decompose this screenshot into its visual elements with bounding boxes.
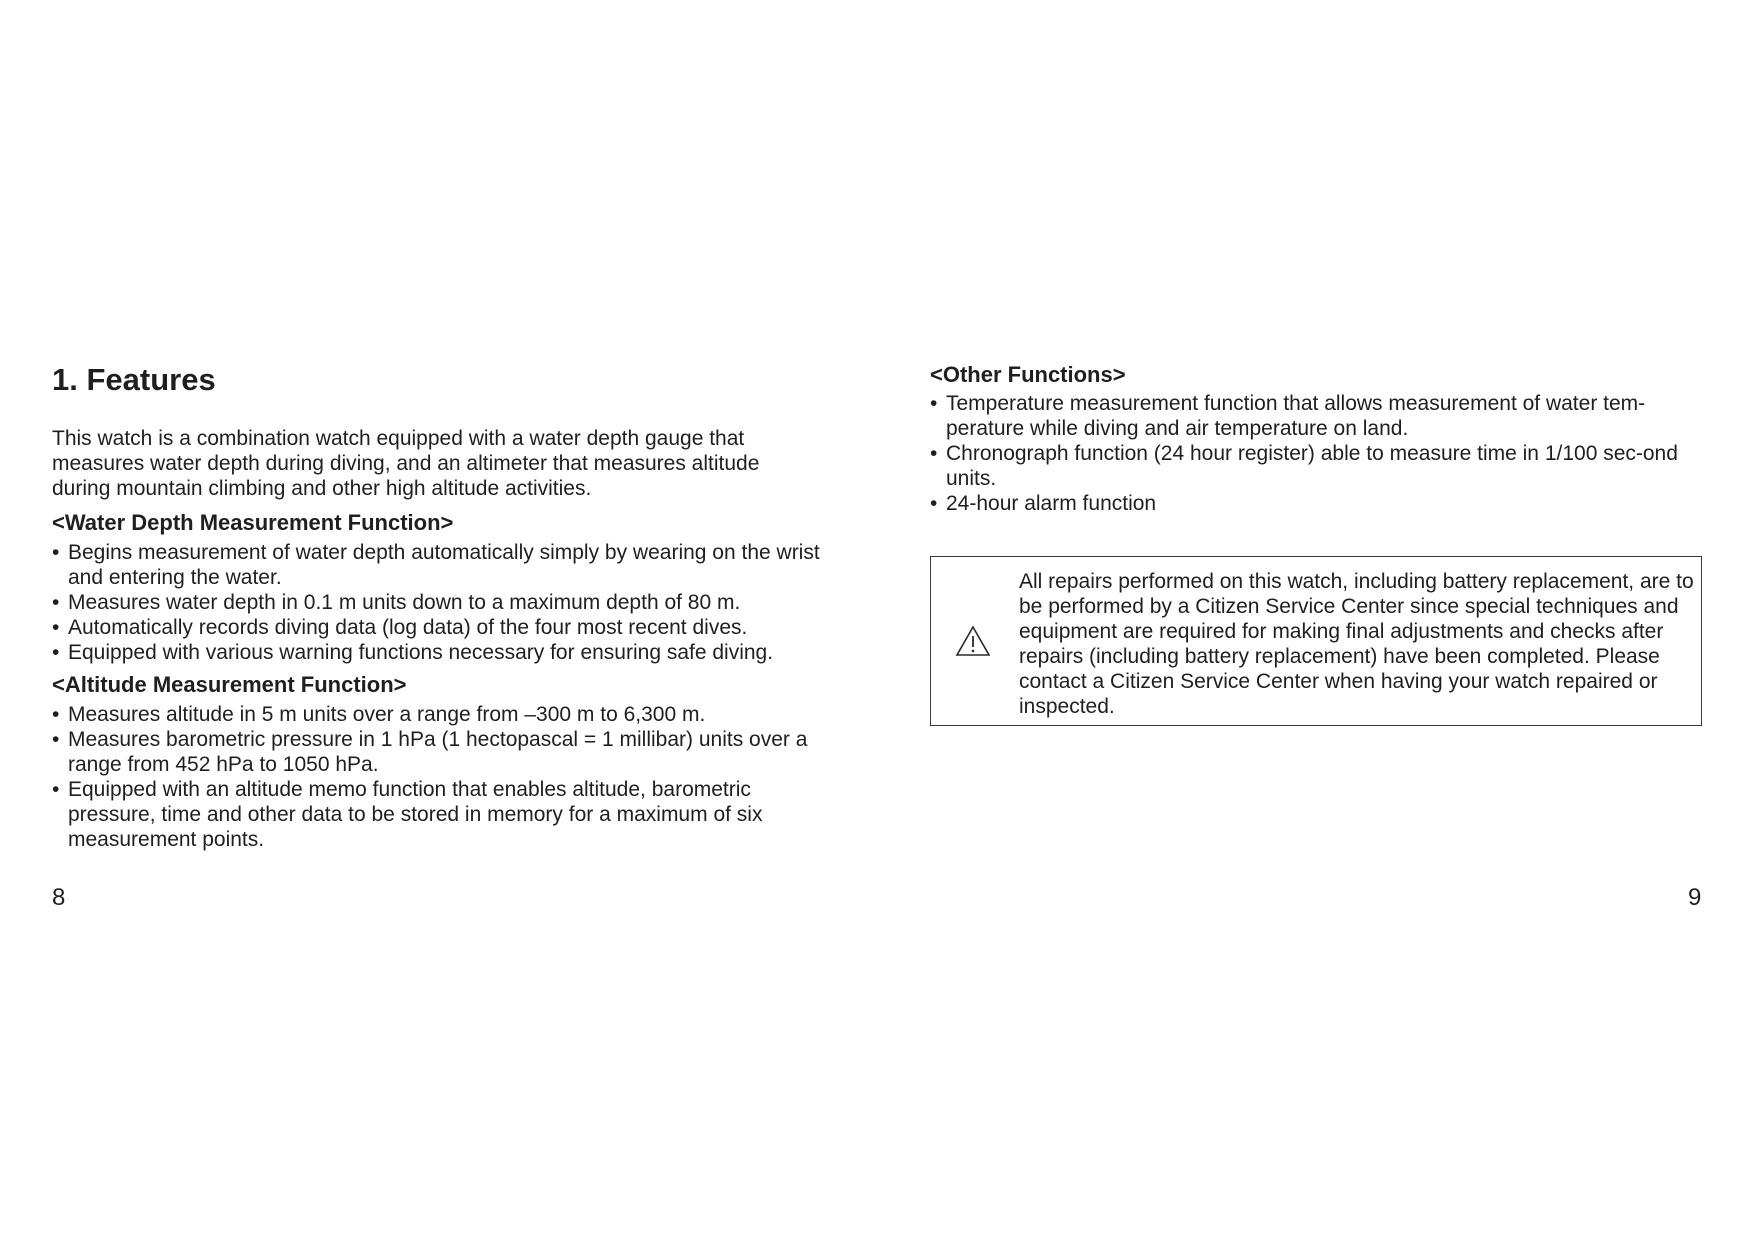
- bullet-icon: •: [52, 641, 60, 664]
- intro-paragraph: This watch is a combination watch equipped with a water depth gauge that measures water depth during diving, and an altimeter that measures altitude during mountain climbing and other high altitude activities.: [52, 427, 760, 500]
- list-item: • Equipped with an altitude memo function that enables altitude, barometric pressure, time and other data to be stored in memory for a maximum of six measurement points.: [52, 778, 763, 851]
- bullet-icon: •: [930, 492, 938, 515]
- left-page: [52, 362, 822, 859]
- bullet-icon: •: [930, 392, 938, 415]
- page-title: 1. Features: [52, 362, 216, 397]
- bullet-icon: •: [52, 728, 60, 751]
- list-item: • Equipped with various warning functions necessary for ensuring safe diving.: [52, 641, 774, 664]
- bullet-icon: •: [52, 591, 60, 614]
- other-functions-list: [930, 391, 1705, 516]
- repair-notice-text: All repairs performed on this watch, including battery replacement, are to be performed by a Citizen Service Center since special techniques and equipment are required for making final adjustments and checks after repairs (including battery replacement) have been completed. Please contact a Citizen Service Center when having your watch repaired or inspected.: [1019, 570, 1694, 718]
- bullet-icon: •: [52, 778, 60, 801]
- water-depth-list: [52, 540, 822, 665]
- page-number-right: 9: [1688, 884, 1702, 911]
- right-page: [930, 362, 1705, 523]
- list-item: • Begins measurement of water depth automatically simply by wearing on the wrist and entering the water.: [52, 541, 820, 589]
- list-item: • Measures barometric pressure in 1 hPa (1 hectopascal = 1 millibar) units over a range from 452 hPa to 1050 hPa.: [52, 728, 808, 776]
- list-item: • Measures water depth in 0.1 m units down to a maximum depth of 80 m.: [52, 591, 741, 614]
- list-item: • Temperature measurement function that allows measurement of water tem-perature while diving and air temperature on land.: [930, 392, 1646, 440]
- water-depth-heading: <Water Depth Measurement Function>: [52, 510, 454, 535]
- warning-triangle-icon: [955, 625, 991, 657]
- page-number-left: 8: [52, 884, 66, 911]
- other-functions-heading: <Other Functions>: [930, 362, 1126, 387]
- list-item: • Measures altitude in 5 m units over a range from –300 m to 6,300 m.: [52, 703, 706, 726]
- repair-notice-box: [930, 556, 1702, 726]
- altitude-list: [52, 702, 822, 852]
- bullet-icon: •: [52, 703, 60, 726]
- list-item: • Automatically records diving data (log data) of the four most recent dives.: [52, 616, 748, 639]
- list-item: • Chronograph function (24 hour register) able to measure time in 1/100 sec-ond units.: [930, 442, 1678, 490]
- bullet-icon: •: [930, 442, 938, 465]
- bullet-icon: •: [52, 616, 60, 639]
- altitude-heading: <Altitude Measurement Function>: [52, 672, 407, 697]
- list-item: • 24-hour alarm function: [930, 492, 1157, 515]
- bullet-icon: •: [52, 541, 60, 564]
